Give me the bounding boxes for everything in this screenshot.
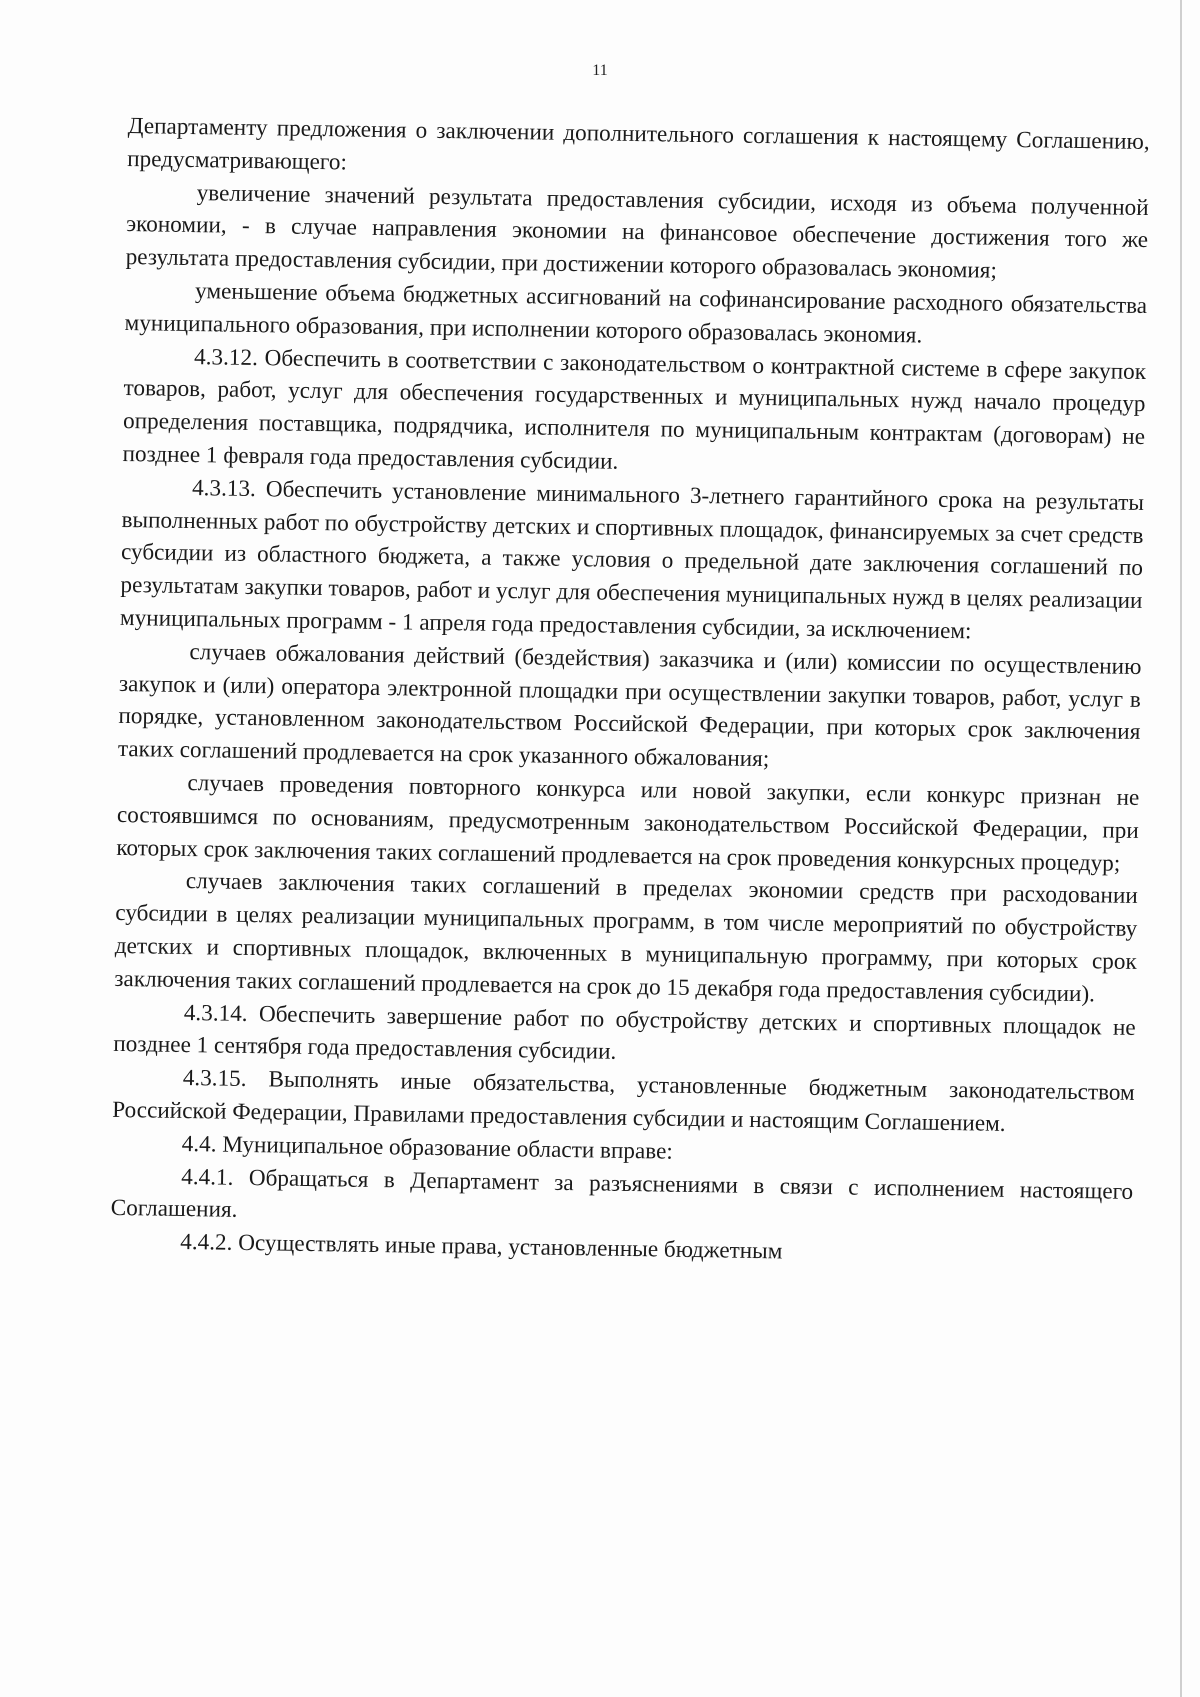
paragraph-4-3-14: 4.3.14. Обеспечить завершение работ по обустройству детских и спортивных площадок не позднее 1 сентября года предоставления субсидии. — [113, 999, 1136, 1066]
paragraph-4-3-12: 4.3.12. Обеспечить в соответствии с законодательством о контрактной системе в сфере закупок товаров, работ, услуг для обеспечения государственных и муниципальных нужд начало процедур определения поставщика, подрядчика, исполнителя по муниципальным контрактам (договорам) не позднее 1 февраля года предоставления субсидии. — [122, 343, 1147, 475]
paragraph-decrease-budget: уменьшение объема бюджетных ассигнований на софинансирование расходного обязательства муниципального образования, при исполнении которого образовалась экономия. — [124, 278, 1148, 349]
paragraph-4-3-15: 4.3.15. Выполнять иные обязательства, установленные бюджетным законодательством Российской Федерации, Правилами предоставления субсидии и настоящим Соглашением. — [112, 1065, 1135, 1137]
paragraph-increase-result: увеличение значений результата предоставления субсидии, исходя из объема полученной экономии, - в случае направления экономии на финансовое обеспечение достижения того же результата предоставления субсидии, при достижении которого образовалась экономия; — [125, 179, 1149, 284]
paragraph-exception-appeal: случаев обжалования действий (бездействия) заказчика и (или) комиссии по осуществлению закупок и (или) оператора электронной площадки при осуществлении закупки товаров, работ, услуг в порядке, установленном законодательством Российской Федерации, при которых срок заключения таких соглашений продлевается на срок указанного обжалования; — [117, 638, 1142, 773]
paragraph-4-3-13: 4.3.13. Обеспечить установление минимального 3-летнего гарантийного срока на результаты выполненных работ по обустройству детских и спортивных площадок, финансируемых за счет средств субсидии из областного бюджета, а также условия о предельной дате заключения соглашений по результатам закупки товаров, работ и услуг для обеспечения муниципальных нужд в целях реализации муниципальных программ - 1 апреля года предоставления субсидии, за исключением: — [119, 474, 1145, 645]
paragraph-4-4: 4.4. Муниципальное образование области вправе: — [181, 1130, 674, 1165]
document-body — [110, 110, 1150, 1274]
paragraph-4-4-1: 4.4.1. Обращаться в Департамент за разъяснениями в связи с исполнением настоящего Соглашения. — [110, 1163, 1134, 1224]
paragraph-continuation: Департаменту предложения о заключении дополнительного соглашения к настоящему Соглашению, предусматривающего: — [127, 112, 1150, 176]
paragraph-exception-repeat-tender: случаев проведения повторного конкурса или новой закупки, если конкурс признан не состоявшимся по основаниям, предусмотренным законодательством Российской Федерации, при которых срок заключения таких соглашений продлевается на срок проведения конкурсных процедур; — [116, 769, 1140, 877]
paragraph-4-4-2: 4.4.2. Осуществлять иные права, установленные бюджетным — [180, 1229, 783, 1265]
page-number: 11 — [592, 62, 608, 79]
paragraph-exception-savings: случаев заключения таких соглашений в пределах экономии средств при расходовании субсидии в целях реализации муниципальных программ, в том числе мероприятий по обустройству детских и спортивных площадок, включенных в муниципальную программу, при которых срок заключения таких соглашений продлевается на срок до 15 декабря года предоставления субсидии). — [114, 868, 1138, 1008]
page-edge-line — [1180, 0, 1182, 1697]
